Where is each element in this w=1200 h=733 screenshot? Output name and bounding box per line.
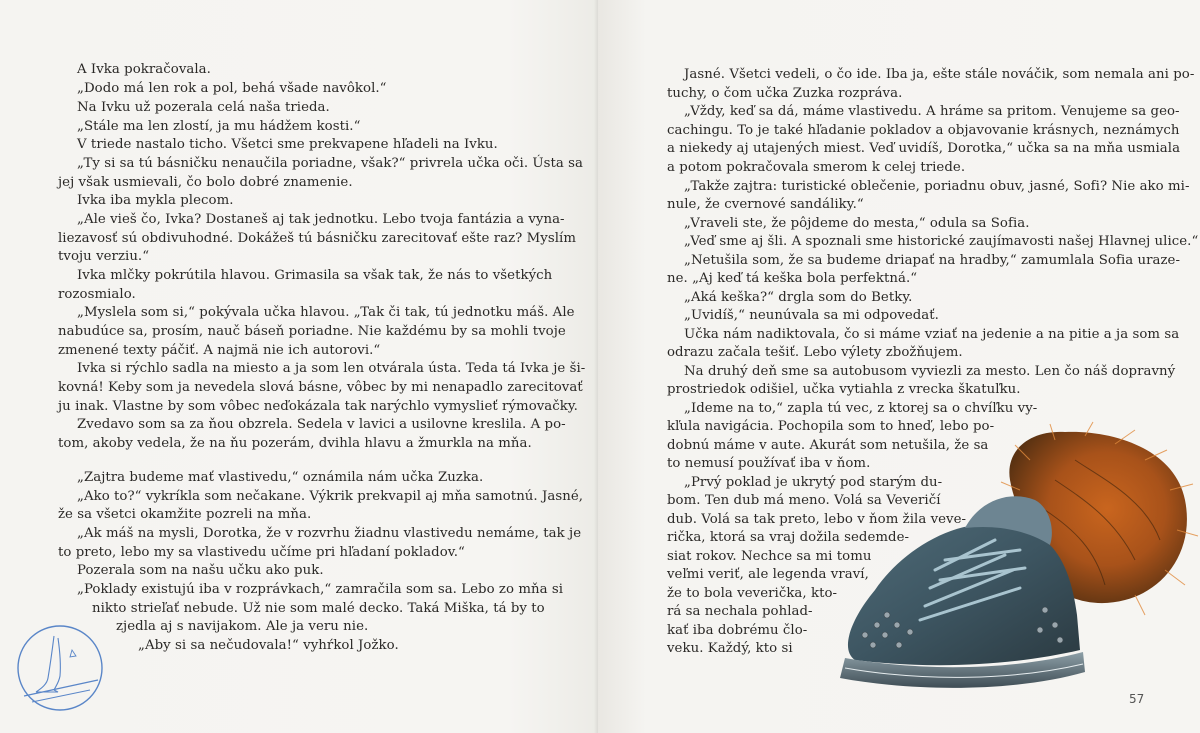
text-line: zmenené texty páčiť. A najmä nie ich autorovi.“ (58, 343, 381, 358)
text-line: že to bola veverička, kto- (667, 586, 838, 601)
text-line: tuchy, o čom učka Zuzka rozpráva. (667, 86, 903, 101)
text-line: zjedla aj s navijakom. Ale ja veru nie. (116, 619, 369, 634)
text-line: liezavosť sú obdivuhodné. Dokážeš tú básničku zarecitovať ešte raz? Myslím (58, 231, 576, 246)
text-line: rá sa nechala pohlad- (667, 604, 813, 619)
text-line: nikto strieľať nebude. Už nie som malé decko. Taká Miška, tá by to (92, 601, 545, 616)
text-line: A Ivka pokračovala. (77, 62, 211, 77)
text-line: Ivka si rýchlo sadla na miesto a ja som len otvárala ústa. Teda tá Ivka je ši- (77, 361, 586, 376)
text-line: „Prvý poklad je ukrytý pod starým du- (684, 475, 943, 490)
text-line: ne. „Aj keď tá keška bola perfektná.“ (667, 271, 918, 286)
text-line: „Dodo má len rok a pol, behá všade navôkol.“ (77, 81, 387, 96)
text-line: že sa všetci okamžite pozreli na mňa. (58, 507, 312, 522)
page-number: 57 (1129, 692, 1145, 706)
text-line: veľmi veriť, ale legenda vraví, (667, 567, 869, 582)
text-line: „Veď sme aj šli. A spoznali sme historické zaujímavosti našej Hlavnej ulice.“ (684, 234, 1199, 249)
text-line: a niekedy aj utajených miest. Veď uvidíš, Dorotka,“ učka sa na mňa usmiala (667, 141, 1181, 156)
text-line: „Ideme na to,“ zapla tú vec, z ktorej sa o chvíľku vy- (684, 401, 1038, 416)
text-line: „Netušila som, že sa budeme driapať na hradby,“ zamumlala Sofia uraze- (684, 253, 1181, 268)
text-line: „Uvidíš,“ neunúvala sa mi odpovedať. (684, 308, 939, 323)
left-page (0, 0, 598, 733)
text-line: Zvedavo som sa za ňou obzrela. Sedela v lavici a usilovne kreslila. A po- (77, 417, 566, 432)
text-line: to preto, lebo my sa vlastivedu učíme pri hľadaní pokladov.“ (58, 545, 465, 560)
text-line: V triede nastalo ticho. Všetci sme prekvapene hľadeli na Ivku. (77, 137, 498, 152)
text-line: tvoju verziu.“ (58, 249, 150, 264)
text-line: Učka nám nadiktovala, čo si máme vziať na jedenie a na pitie a ja som sa (684, 327, 1180, 342)
text-line: to nemusí používať iba v ňom. (667, 456, 871, 471)
text-line: Na Ivku už pozerala celá naša trieda. (77, 100, 330, 115)
text-line: nule, že cvernové sandáliky.“ (667, 197, 864, 212)
text-line: prostriedok odišiel, učka vytiahla z vrecka škatuľku. (667, 382, 1021, 397)
text-line: kľula navigácia. Pochopila som to hneď, lebo po- (667, 419, 995, 434)
text-line: „Vždy, keď sa dá, máme vlastivedu. A hráme sa pritom. Venujeme sa geo- (684, 104, 1180, 119)
text-line: a potom pokračovala smerom k celej triede. (667, 160, 966, 175)
text-line: „Ty si sa tú básničku nenaučila poriadne, však?“ privrela učka oči. Ústa sa (77, 156, 584, 171)
text-line: „Aká keška?“ drgla som do Betky. (684, 290, 913, 305)
text-line: bom. Ten dub má meno. Volá sa Veveričí (667, 493, 941, 508)
text-line: „Myslela som si,“ pokývala učka hlavou. „Tak či tak, tú jednotku máš. Ale (77, 305, 575, 320)
text-line: dobnú máme v aute. Akurát som netušila, že sa (667, 438, 989, 453)
text-line: Pozerala som na našu učku ako puk. (77, 563, 324, 578)
text-line: kovná! Keby som ja nevedela slová básne, vôbec by mi nenapadlo zarecitovať (58, 380, 583, 395)
text-line: dub. Volá sa tak preto, lebo v ňom žila veve- (667, 512, 967, 527)
text-line: rozosmialo. (58, 287, 136, 302)
text-line: ju inak. Vlastne by som vôbec neďokázala tak narýchlo vymyslieť rýmovačky. (58, 399, 578, 414)
text-line: „Ale vieš čo, Ivka? Dostaneš aj tak jednotku. Lebo tvoja fantázia a vyna- (77, 212, 565, 227)
text-line: Jasné. Všetci vedeli, o čo ide. Iba ja, ešte stále nováčik, som nemala ani po- (684, 67, 1195, 82)
text-line: Ivka mlčky pokrútila hlavou. Grimasila sa však tak, že nás to všetkých (77, 268, 553, 283)
text-line: „Zajtra budeme mať vlastivedu,“ oznámila nám učka Zuzka. (77, 470, 484, 485)
sneaker-with-squirrel-tail-illustration (815, 420, 1200, 710)
ink-stamp-drawing (14, 622, 106, 714)
text-line: siat rokov. Nechce sa mi tomu (667, 549, 872, 564)
text-line: „Aby si sa nečudovala!“ vyhŕkol Jožko. (138, 638, 399, 653)
text-line: tom, akoby vedela, že na ňu pozerám, dvihla hlavu a žmurkla na mňa. (58, 436, 532, 451)
text-line: cachingu. To je také hľadanie pokladov a objavovanie krásnych, neznámych (667, 123, 1180, 138)
text-line: Na druhý deň sme sa autobusom vyviezli za mesto. Len čo náš dopravný (684, 364, 1176, 379)
text-line: „Stále ma len zlostí, ja mu hádžem kosti.“ (77, 119, 361, 134)
text-line: „Vraveli ste, že pôjdeme do mesta,“ odula sa Sofia. (684, 216, 1030, 231)
text-line: kať iba dobrému člo- (667, 623, 808, 638)
text-line: „Poklady existujú iba v rozprávkach,“ zamračila som sa. Lebo zo mňa si (77, 582, 564, 597)
text-line: Ivka iba mykla plecom. (77, 193, 234, 208)
text-line: „Ak máš na mysli, Dorotka, že v rozvrhu žiadnu vlastivedu nemáme, tak je (77, 526, 582, 541)
text-line: „Ako to?“ vykríkla som nečakane. Výkrik prekvapil aj mňa samotnú. Jasné, (77, 489, 584, 504)
text-line: odrazu začala tešiť. Lebo výlety zbožňujem. (667, 345, 963, 360)
text-line: veku. Každý, kto si (667, 641, 793, 656)
text-line: rička, ktorá sa vraj dožila sedemde- (667, 530, 910, 545)
text-line: „Takže zajtra: turistické oblečenie, poriadnu obuv, jasné, Sofi? Nie ako mi- (684, 179, 1190, 194)
text-line: nabudúce sa, prosím, nauč báseň poriadne. Nie každému by sa mohli tvoje (58, 324, 566, 339)
text-line: jej však usmievali, čo bolo dobré znamenie. (58, 175, 353, 190)
